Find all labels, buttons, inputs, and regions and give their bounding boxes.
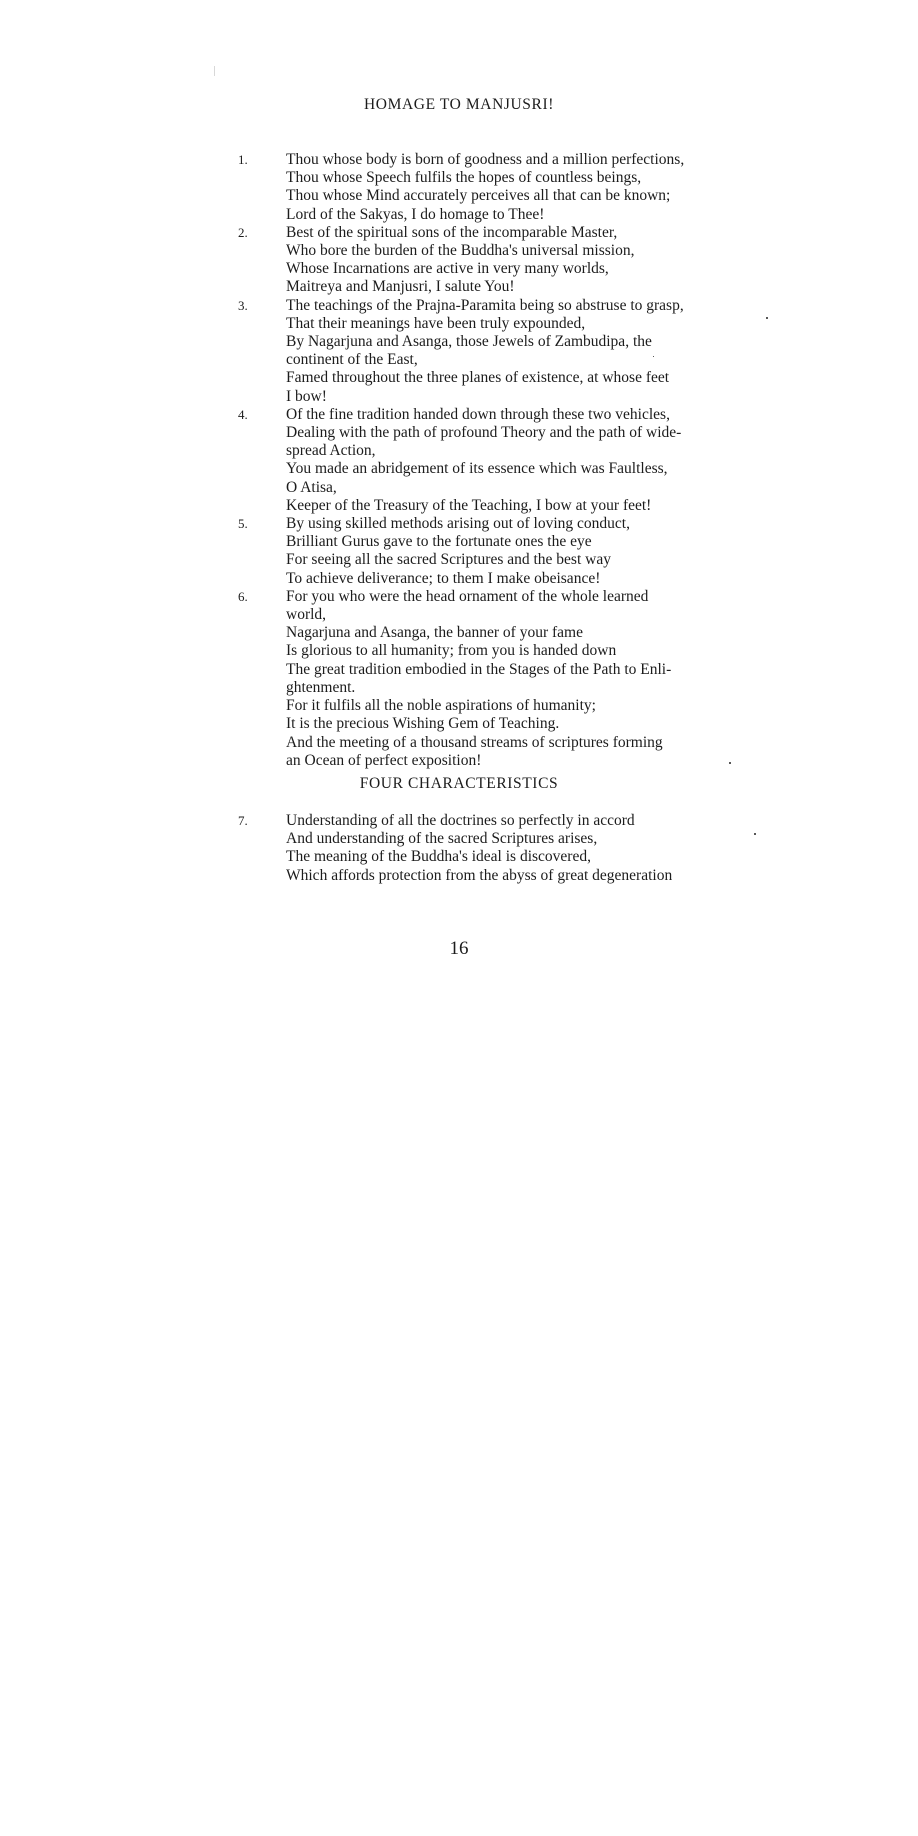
verse-line: Keeper of the Treasury of the Teaching, I bow at your feet! [286, 496, 652, 514]
verse-line: Is glorious to all humanity; from you is handed down [286, 642, 617, 660]
verse-number: 1. [238, 152, 248, 167]
verse-list [238, 151, 718, 770]
verse-line: Thou whose Speech fulfils the hopes of countless beings, [286, 169, 642, 187]
verse-number: 5. [238, 516, 248, 532]
verse-line: Best of the spiritual sons of the incomparable Master, [286, 223, 618, 241]
verse-line: O Atisa, [286, 478, 337, 496]
verse-line: Brilliant Gurus gave to the fortunate ones the eye [286, 533, 592, 551]
verse-line: It is the precious Wishing Gem of Teaching. [286, 715, 560, 733]
scan-speck [754, 833, 756, 835]
scan-speck [729, 762, 731, 764]
scan-mark [214, 66, 215, 76]
verse [238, 588, 718, 770]
verse-number: 6. [238, 588, 248, 604]
verse-line: Whose Incarnations are active in very many worlds, [286, 260, 609, 278]
section-heading: HOMAGE TO MANJUSRI! [364, 96, 554, 113]
verse-line: The meaning of the Buddha's ideal is discovered, [286, 848, 591, 866]
verse [238, 812, 718, 885]
verse-line: For seeing all the sacred Scriptures and the best way [286, 551, 611, 569]
verse-line: For you who were the head ornament of the whole learned [286, 587, 649, 605]
verse [238, 224, 718, 297]
verse-line: The great tradition embodied in the Stages of the Path to Enli- [286, 660, 672, 678]
verse-line: spread Action, [286, 442, 376, 460]
verse-list-continued [238, 812, 718, 885]
page-number: 16 [449, 938, 469, 959]
verse-line: ghtenment. [286, 678, 356, 696]
verse-number: 4. [238, 406, 248, 422]
verse-line: Dealing with the path of profound Theory and the path of wide- [286, 424, 682, 442]
verse-line: Nagarjuna and Asanga, the banner of your fame [286, 624, 583, 642]
verse-line: Thou whose Mind accurately perceives all that can be known; [286, 187, 671, 205]
verse [238, 151, 718, 224]
verse-number: 2. [238, 224, 248, 240]
verse-line: Of the fine tradition handed down through these two vehicles, [286, 405, 670, 423]
verse-line: By Nagarjuna and Asanga, those Jewels of Zambudipa, the [286, 333, 652, 351]
verse-line: Famed throughout the three planes of existence, at whose feet [286, 369, 670, 387]
verse [238, 297, 718, 406]
verse-line: And understanding of the sacred Scriptures arises, [286, 830, 598, 848]
verse [238, 406, 718, 515]
verse-line: Understanding of all the doctrines so perfectly in accord [286, 812, 635, 829]
verse [238, 515, 718, 588]
verse-line: I bow! [286, 387, 327, 405]
verse-line: And the meeting of a thousand streams of scriptures forming [286, 733, 663, 751]
verse-line: Thou whose body is born of goodness and a million perfections, [286, 151, 685, 168]
verse-line: To achieve deliverance; to them I make obeisance! [286, 569, 601, 587]
verse-line: The teachings of the Prajna-Paramita being so abstruse to grasp, [286, 296, 684, 314]
scan-speck [766, 317, 768, 319]
verse-line: Maitreya and Manjusri, I salute You! [286, 278, 515, 296]
verse-line: You made an abridgement of its essence which was Faultless, [286, 460, 668, 478]
verse-line: That their meanings have been truly expounded, [286, 314, 586, 332]
section-subheading: FOUR CHARACTERISTICS [359, 775, 559, 792]
verse-line: For it fulfils all the noble aspirations of humanity; [286, 697, 596, 715]
verse-line: Which affords protection from the abyss of great degeneration [286, 866, 673, 884]
scan-speck [653, 356, 654, 357]
verse-line: By using skilled methods arising out of loving conduct, [286, 515, 630, 533]
verse-line: continent of the East, [286, 351, 418, 369]
verse-number: 7. [238, 813, 248, 828]
verse-line: world, [286, 606, 327, 624]
verse-number: 3. [238, 297, 248, 313]
verse-line: Lord of the Sakyas, I do homage to Thee! [286, 205, 545, 223]
verse-line: Who bore the burden of the Buddha's universal mission, [286, 242, 635, 260]
verse-line: an Ocean of perfect exposition! [286, 751, 482, 769]
